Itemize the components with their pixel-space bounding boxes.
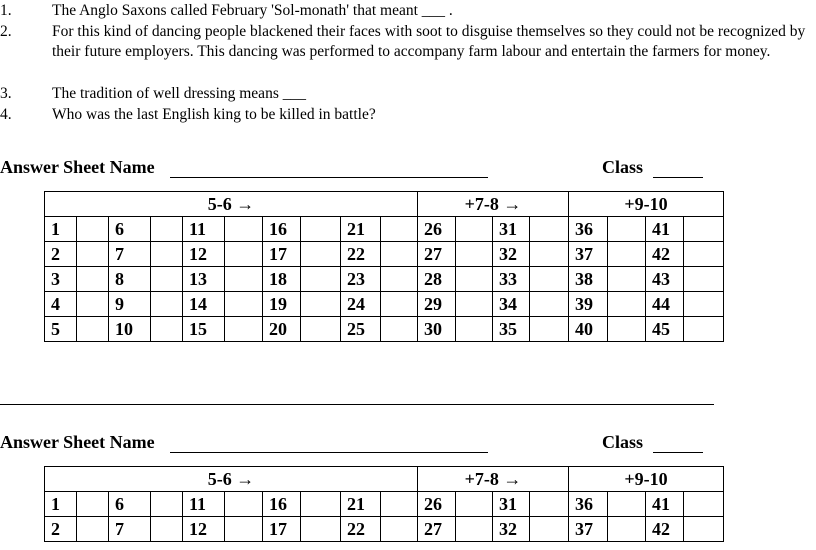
- question-number-cell: 2: [45, 517, 77, 542]
- answer-cell[interactable]: [608, 217, 646, 242]
- question-number: 3.: [0, 85, 12, 102]
- answer-cell[interactable]: [381, 317, 418, 342]
- question-number-cell: 22: [341, 517, 381, 542]
- answer-cell[interactable]: [225, 492, 263, 517]
- question-number-cell: 24: [341, 292, 381, 317]
- answer-cell[interactable]: [301, 217, 341, 242]
- question-number-cell: 14: [183, 292, 225, 317]
- answer-cell[interactable]: [684, 242, 724, 267]
- answer-cell[interactable]: [608, 267, 646, 292]
- question-number-cell: 26: [418, 217, 456, 242]
- answer-cell[interactable]: [151, 242, 183, 267]
- group-header: +7-8 →: [418, 192, 569, 217]
- answer-cell[interactable]: [381, 267, 418, 292]
- question-number-cell: 22: [341, 242, 381, 267]
- question-number-cell: 8: [109, 267, 151, 292]
- answer-cell[interactable]: [684, 517, 724, 542]
- answer-cell[interactable]: [151, 517, 183, 542]
- question-text: Who was the last English king to be killed in battle?: [52, 106, 376, 123]
- question-number-cell: 27: [418, 242, 456, 267]
- group-header-row: [45, 467, 724, 492]
- group-header: +7-8 →: [418, 467, 569, 492]
- question-number-cell: 36: [569, 217, 608, 242]
- question-number-cell: 32: [493, 517, 530, 542]
- question-text: The tradition of well dressing means ___: [52, 85, 306, 102]
- class-blank-line[interactable]: [653, 177, 703, 178]
- class-label: Class: [602, 432, 644, 452]
- answer-cell[interactable]: [77, 242, 109, 267]
- question-number-cell: 35: [493, 317, 530, 342]
- question-text: For this kind of dancing people blackened their faces with soot to disguise themselves so they could not be recognized by their future employers. This dancing was performed to accompany farm labour and entertain the farmers for money.: [52, 23, 806, 60]
- answer-cell[interactable]: [225, 317, 263, 342]
- answer-cell[interactable]: [301, 292, 341, 317]
- question-number-cell: 6: [109, 492, 151, 517]
- question-number-cell: 42: [646, 517, 684, 542]
- question-number-cell: 11: [183, 217, 225, 242]
- class-blank-line[interactable]: [653, 452, 703, 453]
- answer-cell[interactable]: [151, 317, 183, 342]
- answer-cell[interactable]: [225, 242, 263, 267]
- answer-cell[interactable]: [684, 317, 724, 342]
- table-row: [45, 242, 724, 267]
- table-row: [45, 492, 724, 517]
- question-number-cell: 18: [263, 267, 301, 292]
- group-header: 5-6 →: [45, 192, 418, 217]
- question-number-cell: 1: [45, 217, 77, 242]
- answer-cell[interactable]: [301, 317, 341, 342]
- question-number-cell: 6: [109, 217, 151, 242]
- answer-cell[interactable]: [381, 242, 418, 267]
- question-number-cell: 15: [183, 317, 225, 342]
- answer-cell[interactable]: [684, 267, 724, 292]
- answer-cell[interactable]: [456, 317, 493, 342]
- answer-cell[interactable]: [77, 317, 109, 342]
- answer-cell[interactable]: [301, 242, 341, 267]
- answer-cell[interactable]: [77, 517, 109, 542]
- answer-cell[interactable]: [77, 267, 109, 292]
- answer-cell[interactable]: [151, 267, 183, 292]
- table-row: [45, 292, 724, 317]
- question-number-cell: 11: [183, 492, 225, 517]
- answer-cell[interactable]: [456, 517, 493, 542]
- answer-cell[interactable]: [608, 242, 646, 267]
- answer-cell[interactable]: [77, 492, 109, 517]
- answer-cell[interactable]: [608, 517, 646, 542]
- answer-cell[interactable]: [151, 292, 183, 317]
- question-number-cell: 45: [646, 317, 684, 342]
- question-number-cell: 44: [646, 292, 684, 317]
- group-header: 5-6 →: [45, 467, 418, 492]
- question-number-cell: 7: [109, 242, 151, 267]
- answer-cell[interactable]: [684, 492, 724, 517]
- question-number-cell: 31: [493, 217, 530, 242]
- question-number-cell: 39: [569, 292, 608, 317]
- answer-sheet-header: [0, 157, 816, 181]
- question-number-cell: 20: [263, 317, 301, 342]
- question-number: 2.: [0, 23, 12, 40]
- question-number-cell: 41: [646, 492, 684, 517]
- answer-cell[interactable]: [684, 217, 724, 242]
- question-number-cell: 9: [109, 292, 151, 317]
- question-number-cell: 12: [183, 242, 225, 267]
- answer-cell[interactable]: [381, 517, 418, 542]
- question-number-cell: 21: [341, 492, 381, 517]
- name-blank-line[interactable]: [170, 452, 488, 453]
- question-number-cell: 37: [569, 242, 608, 267]
- answer-cell[interactable]: [608, 492, 646, 517]
- question-number-cell: 33: [493, 267, 530, 292]
- question-number-cell: 19: [263, 292, 301, 317]
- question-number: 4.: [0, 106, 12, 123]
- question-number-cell: 23: [341, 267, 381, 292]
- question-number-cell: 28: [418, 267, 456, 292]
- question-text: The Anglo Saxons called February 'Sol-monath' that meant ___ .: [52, 2, 453, 19]
- question-number-cell: 12: [183, 517, 225, 542]
- answer-cell[interactable]: [530, 517, 569, 542]
- answer-cell[interactable]: [530, 492, 569, 517]
- answer-cell[interactable]: [151, 217, 183, 242]
- answer-cell[interactable]: [301, 492, 341, 517]
- question-number-cell: 21: [341, 217, 381, 242]
- question-number-cell: 27: [418, 517, 456, 542]
- cut-line-divider: [0, 404, 714, 405]
- question-number-cell: 10: [109, 317, 151, 342]
- table-row: [45, 217, 724, 242]
- question-number-cell: 17: [263, 517, 301, 542]
- answer-cell[interactable]: [456, 267, 493, 292]
- table-row: [45, 517, 724, 542]
- answer-cell[interactable]: [225, 292, 263, 317]
- question-number-cell: 36: [569, 492, 608, 517]
- answer-grid: [44, 191, 724, 342]
- answer-cell[interactable]: [77, 292, 109, 317]
- table-row: [45, 317, 724, 342]
- question-number-cell: 43: [646, 267, 684, 292]
- question-number-cell: 31: [493, 492, 530, 517]
- question-number-cell: 26: [418, 492, 456, 517]
- answer-cell[interactable]: [530, 317, 569, 342]
- name-label: Answer Sheet Name: [0, 157, 155, 177]
- answer-cell[interactable]: [301, 517, 341, 542]
- answer-cell[interactable]: [381, 217, 418, 242]
- question-number-cell: 37: [569, 517, 608, 542]
- answer-cell[interactable]: [530, 217, 569, 242]
- question-number-cell: 16: [263, 492, 301, 517]
- question-number-cell: 16: [263, 217, 301, 242]
- answer-cell[interactable]: [456, 242, 493, 267]
- question-number-cell: 17: [263, 242, 301, 267]
- answer-cell[interactable]: [225, 267, 263, 292]
- answer-cell[interactable]: [301, 267, 341, 292]
- question-number-cell: 4: [45, 292, 77, 317]
- group-header: +9-10: [569, 467, 724, 492]
- answer-sheet-header: [0, 432, 816, 456]
- answer-cell[interactable]: [530, 267, 569, 292]
- answer-cell[interactable]: [381, 292, 418, 317]
- question-number-cell: 3: [45, 267, 77, 292]
- table-row: [45, 267, 724, 292]
- answer-cell[interactable]: [608, 317, 646, 342]
- answer-cell[interactable]: [151, 492, 183, 517]
- question-number: 1.: [0, 2, 12, 19]
- answer-cell[interactable]: [225, 217, 263, 242]
- question-number-cell: 42: [646, 242, 684, 267]
- class-label: Class: [602, 157, 644, 177]
- question-number-cell: 1: [45, 492, 77, 517]
- answer-cell[interactable]: [530, 242, 569, 267]
- answer-cell[interactable]: [456, 292, 493, 317]
- question-number-cell: 5: [45, 317, 77, 342]
- question-number-cell: 13: [183, 267, 225, 292]
- answer-cell[interactable]: [456, 492, 493, 517]
- answer-cell[interactable]: [684, 292, 724, 317]
- question-number-cell: 7: [109, 517, 151, 542]
- answer-cell[interactable]: [608, 292, 646, 317]
- question-number-cell: 29: [418, 292, 456, 317]
- answer-cell[interactable]: [456, 217, 493, 242]
- group-header: +9-10: [569, 192, 724, 217]
- name-label: Answer Sheet Name: [0, 432, 155, 452]
- question-number-cell: 41: [646, 217, 684, 242]
- answer-cell[interactable]: [225, 517, 263, 542]
- question-number-cell: 38: [569, 267, 608, 292]
- answer-cell[interactable]: [77, 217, 109, 242]
- question-number-cell: 30: [418, 317, 456, 342]
- name-blank-line[interactable]: [170, 177, 488, 178]
- answer-grid: [44, 466, 724, 542]
- question-number-cell: 25: [341, 317, 381, 342]
- question-number-cell: 32: [493, 242, 530, 267]
- question-number-cell: 2: [45, 242, 77, 267]
- answer-cell[interactable]: [381, 492, 418, 517]
- question-number-cell: 34: [493, 292, 530, 317]
- question-number-cell: 40: [569, 317, 608, 342]
- answer-cell[interactable]: [530, 292, 569, 317]
- group-header-row: [45, 192, 724, 217]
